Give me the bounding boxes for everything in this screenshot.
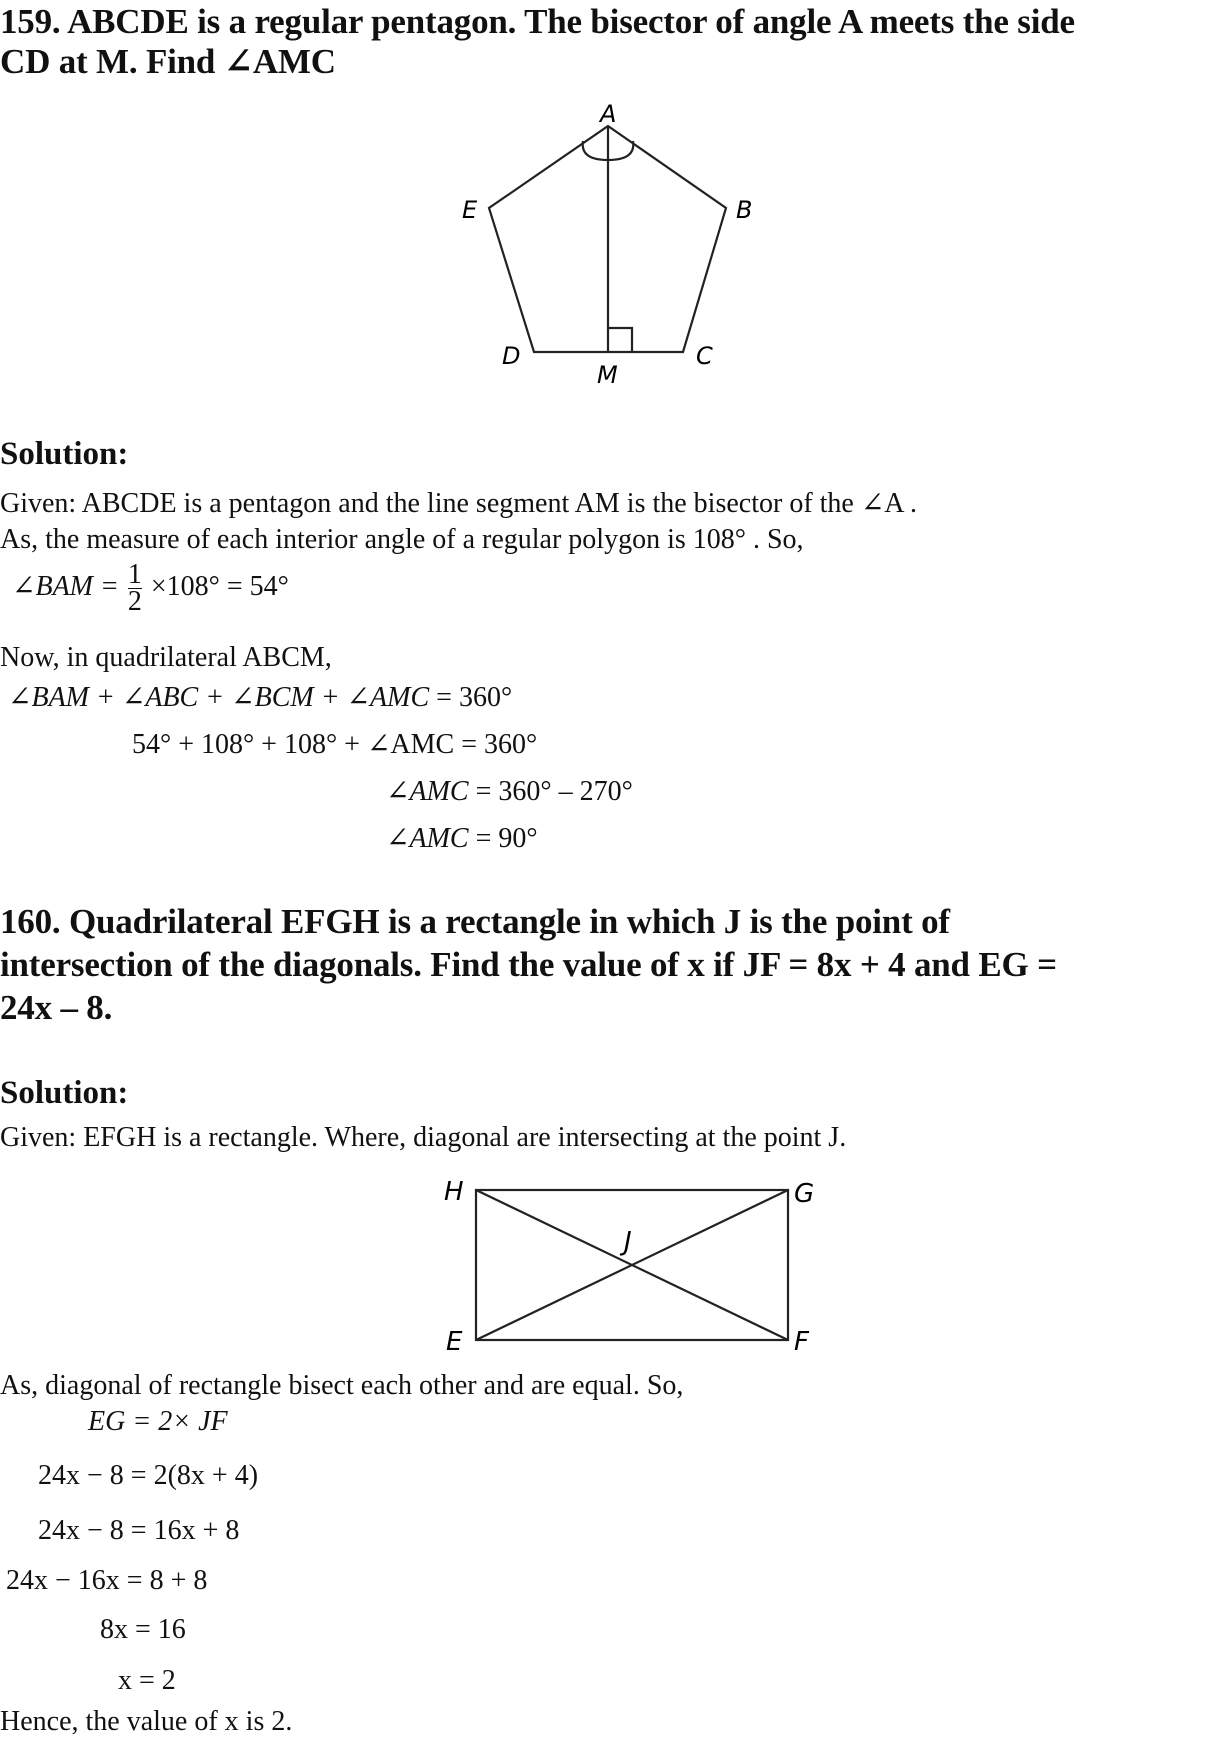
step-row [386, 821, 538, 855]
as-line-160: As, diagonal of rectangle bisect each other and are equal. So, [0, 1370, 684, 1401]
label-A: A [600, 100, 617, 128]
step-lhs: ∠AMC [386, 823, 469, 854]
step-row: 24x − 8 = 16x + 8 [38, 1515, 240, 1546]
step-rhs: = 90° [475, 823, 538, 854]
label-E: E [446, 1327, 463, 1357]
label-H: H [444, 1177, 464, 1207]
step-row: 8x = 16 [100, 1614, 186, 1645]
question-159-title-line2: CD at M. Find ∠AMC [0, 42, 336, 81]
label-D: D [502, 342, 521, 370]
equation-bam-lhs: ∠BAM = [12, 570, 119, 602]
step-lhs: ∠AMC [386, 776, 469, 807]
label-F: F [794, 1327, 809, 1357]
step-lhs: ∠BAM + ∠ABC + ∠BCM + ∠AMC [8, 682, 430, 713]
question-159-title-line1: 159. ABCDE is a regular pentagon. The bisector of angle A meets the side [0, 2, 1075, 41]
fraction-half [127, 559, 142, 617]
pentagon-figure [400, 80, 800, 400]
rectangle-figure [420, 1160, 840, 1360]
now-line-159: Now, in quadrilateral ABCM, [0, 642, 332, 673]
step-row: x = 2 [118, 1665, 176, 1696]
given-159: Given: ABCDE is a pentagon and the line segment AM is the bisector of the ∠A . [0, 488, 917, 519]
question-160-title-line2: intersection of the diagonals. Find the value of x if JF = 8x + 4 and EG = [0, 945, 1057, 984]
label-J: J [624, 1227, 632, 1257]
step-rhs: = 360° – 270° [475, 776, 633, 807]
question-160-title-line3: 24x – 8. [0, 988, 113, 1027]
as-line-159: As, the measure of each interior angle of a regular polygon is 108° . So, [0, 524, 804, 555]
step-row: EG = 2× JF [88, 1406, 228, 1437]
label-B: B [736, 196, 753, 224]
solution-heading-159: Solution: [0, 436, 129, 472]
conclusion-160: Hence, the value of x is 2. [0, 1706, 293, 1737]
label-G: G [794, 1179, 815, 1209]
equation-bam [12, 559, 289, 617]
step-rhs: = 360° [436, 682, 513, 713]
step-row [8, 680, 512, 714]
label-C: C [696, 342, 713, 370]
fraction-denominator: 2 [127, 586, 142, 617]
step-rhs: = 360° [461, 729, 538, 760]
step-row [132, 727, 537, 761]
step-lhs: 54° + 108° + 108° + ∠AMC [132, 729, 455, 760]
given-160: Given: EFGH is a rectangle. Where, diagonal are intersecting at the point J. [0, 1122, 847, 1153]
solution-heading-160: Solution: [0, 1075, 129, 1111]
label-M: M [597, 361, 618, 389]
step-row [386, 774, 633, 808]
fraction-numerator: 1 [127, 559, 142, 590]
step-row: 24x − 16x = 8 + 8 [6, 1565, 208, 1596]
label-E: E [462, 196, 478, 224]
step-row: 24x − 8 = 2(8x + 4) [38, 1460, 259, 1491]
question-160-title-line1: 160. Quadrilateral EFGH is a rectangle in which J is the point of [0, 902, 950, 941]
equation-bam-rhs: ×108° = 54° [150, 570, 289, 602]
